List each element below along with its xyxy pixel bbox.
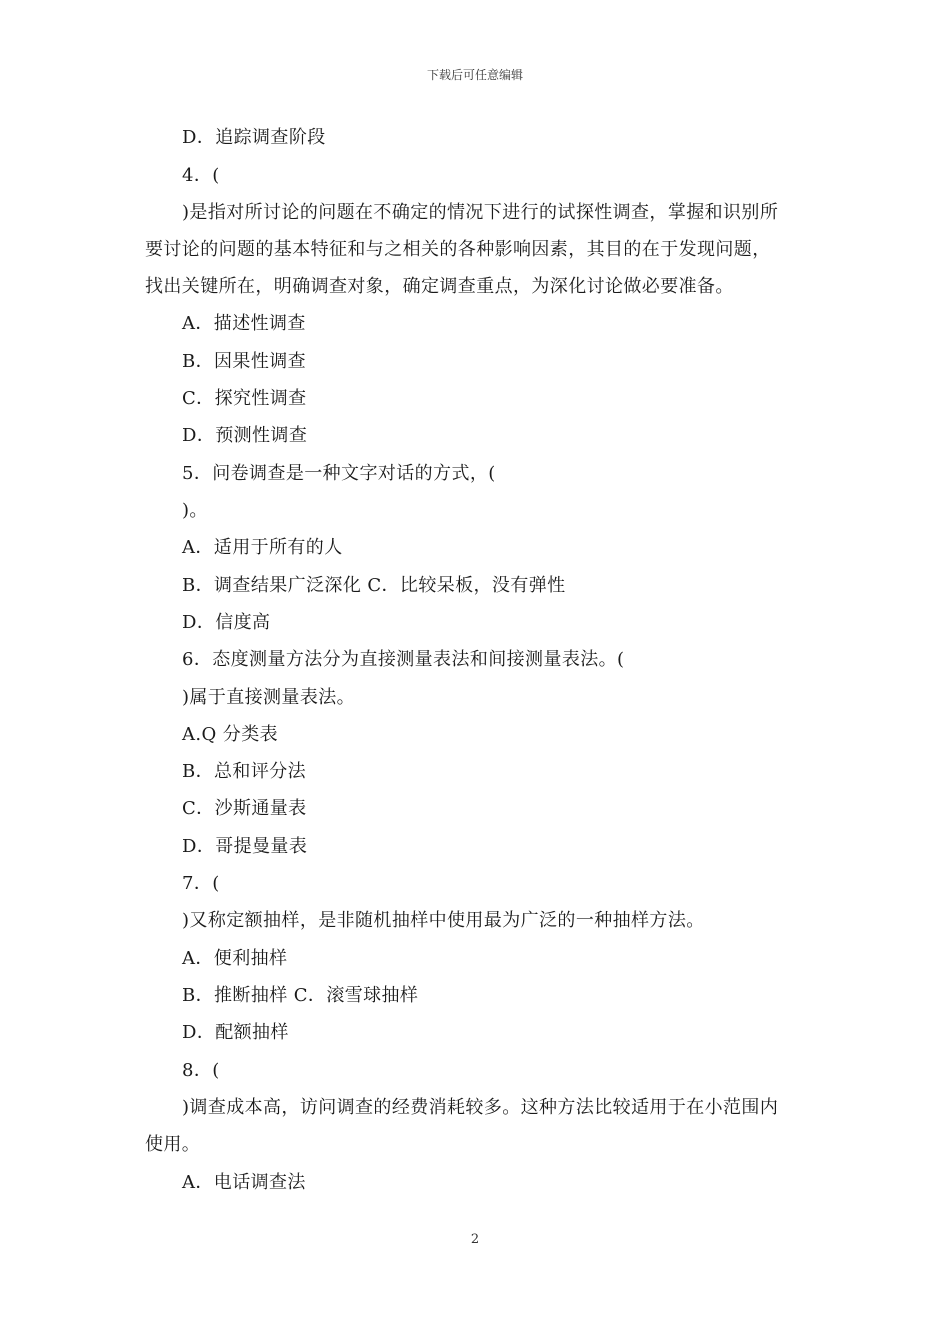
text-line: A．适用于所有的人 [182, 537, 343, 558]
text-line: A.Q 分类表 [182, 724, 278, 745]
text-line: 7．( [182, 873, 220, 894]
text-line: 找出关键所在，明确调查对象，确定调查重点，为深化讨论做必要准备。 [145, 276, 734, 297]
text-line: 6．态度测量方法分为直接测量表法和间接测量表法。( [182, 649, 625, 670]
text-line: B．因果性调查 [182, 351, 307, 372]
text-line: )。 [182, 500, 208, 521]
text-line: 4．( [182, 165, 220, 186]
text-line: D．信度高 [182, 612, 271, 633]
text-line: A．描述性调查 [182, 313, 306, 334]
text-line: )又称定额抽样，是非随机抽样中使用最为广泛的一种抽样方法。 [182, 910, 705, 931]
text-line: B．推断抽样 C．滚雪球抽样 [182, 985, 419, 1006]
text-line: D．配额抽样 [182, 1022, 289, 1043]
text-line: D．预测性调查 [182, 425, 308, 446]
text-line: 要讨论的问题的基本特征和与之相关的各种影响因素，其目的在于发现问题， [145, 239, 771, 260]
text-line: C．沙斯通量表 [182, 798, 307, 819]
page-number: 2 [470, 1232, 480, 1247]
text-line: A．便利抽样 [182, 948, 288, 969]
text-line: B．调查结果广泛深化 C．比较呆板，没有弹性 [182, 575, 566, 596]
text-line: )调查成本高，访问调查的经费消耗较多。这种方法比较适用于在小范围内 [182, 1097, 779, 1118]
text-line: D．追踪调查阶段 [182, 127, 326, 148]
text-line: 5．问卷调查是一种文字对话的方式，( [182, 463, 496, 484]
page-header: 下载后可任意编辑 [426, 68, 523, 82]
text-line: D．哥提曼量表 [182, 836, 308, 857]
text-line: A．电话调查法 [182, 1172, 306, 1193]
text-line: C．探究性调查 [182, 388, 307, 409]
text-line: B．总和评分法 [182, 761, 307, 782]
text-line: )属于直接测量表法。 [182, 687, 356, 708]
text-line: 使用。 [145, 1134, 201, 1155]
text-line: 8．( [182, 1060, 220, 1081]
text-line: )是指对所讨论的问题在不确定的情况下进行的试探性调查，掌握和识别所 [182, 202, 779, 223]
